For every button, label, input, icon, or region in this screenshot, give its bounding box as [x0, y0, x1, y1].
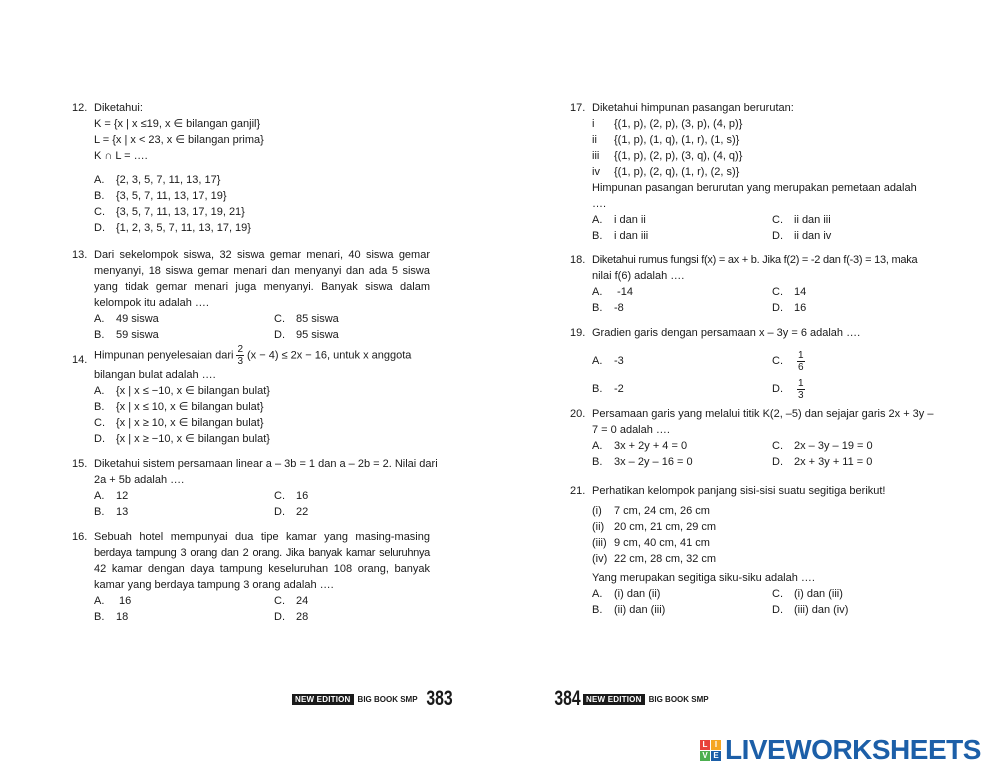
answer-option[interactable]: D. {x | x ≥ −10, x ∈ bilangan bulat} — [94, 433, 270, 445]
list-item: (ii) 20 cm, 21 cm, 29 cm — [592, 521, 717, 533]
answer-option[interactable]: D. 16 — [772, 302, 807, 314]
question-text: Persamaan garis yang melalui titik K(2, –5) dan sejajar garis 2x + 3y – — [592, 408, 934, 420]
answer-option[interactable]: B. -8 — [592, 302, 624, 314]
question-text: nilai f(6) adalah …. — [592, 270, 685, 282]
answer-option[interactable]: C. (i) dan (iii) — [772, 588, 843, 600]
question-text: menyanyi, 18 siswa gemar menari dan menyanyi dan ada 5 siswa — [94, 265, 430, 277]
book-title: BIG BOOK SMP — [648, 694, 709, 704]
answer-option[interactable]: D. 28 — [274, 611, 309, 623]
question-text: 42 kamar dengan daya tampung keseluruhan 108 orang, banyak — [94, 563, 430, 575]
question-text: K = {x | x ≤19, x ∈ bilangan ganjil} — [94, 118, 261, 130]
list-item: iv {(1, p), (2, q), (1, r), (2, s)} — [592, 166, 740, 178]
edition-badge: NEW EDITION — [292, 694, 354, 705]
question-text: Diketahui sistem persamaan linear a – 3b = 1 dan a – 2b = 2. Nilai dari — [94, 458, 438, 470]
answer-option[interactable]: C. ii dan iii — [772, 214, 831, 226]
question-text: Gradien garis dengan persamaan x – 3y = 6 adalah …. — [592, 327, 861, 339]
answer-option[interactable]: A. -3 — [592, 355, 624, 367]
answer-option[interactable]: C. 24 — [274, 595, 309, 607]
answer-option[interactable]: C. 16 — [274, 490, 309, 502]
question-19 — [570, 325, 932, 403]
answer-option[interactable]: D. $\frac{1}{3}$ — [772, 377, 804, 401]
answer-option[interactable]: A. 12 — [94, 490, 129, 502]
right-page-footer — [550, 689, 713, 709]
question-text: bilangan bulat adalah …. — [94, 369, 216, 381]
question-16 — [72, 529, 430, 625]
answer-option[interactable]: A. -14 — [592, 286, 633, 298]
list-item: i {(1, p), (2, p), (3, p), (4, p)} — [592, 118, 743, 130]
question-18 — [570, 252, 932, 316]
question-21 — [570, 483, 932, 618]
question-text: berdaya tampung 3 orang dan 2 orang. Jika banyak kamar seluruhnya — [94, 547, 430, 559]
answer-option[interactable]: B. -2 — [592, 383, 624, 395]
question-14 — [72, 344, 432, 447]
edition-badge: NEW EDITION — [583, 694, 645, 705]
answer-option[interactable]: A. 3x + 2y + 4 = 0 — [592, 440, 688, 452]
question-text: Diketahui himpunan pasangan berurutan: — [592, 102, 794, 114]
answer-option[interactable]: D. ii dan iv — [772, 230, 832, 242]
question-text: Perhatikan kelompok panjang sisi-sisi suatu segitiga berikut! — [592, 485, 886, 497]
answer-option[interactable]: C. $\frac{1}{6}$ — [772, 349, 804, 373]
answer-option[interactable]: B. 59 siswa — [94, 329, 159, 341]
answer-option[interactable]: C. {x | x ≥ 10, x ∈ bilangan bulat} — [94, 417, 264, 429]
question-text: yang tidak gemar menari juga menyanyi. Banyak siswa dalam — [94, 281, 430, 293]
question-12 — [72, 100, 432, 236]
answer-option[interactable]: B. 18 — [94, 611, 129, 623]
answer-option[interactable]: A. i dan ii — [592, 214, 646, 226]
answer-option[interactable]: A. (i) dan (ii) — [592, 588, 661, 600]
answer-option[interactable]: B. {3, 5, 7, 11, 13, 17, 19} — [94, 190, 227, 202]
list-item: (iv) 22 cm, 28 cm, 32 cm — [592, 553, 717, 565]
answer-option[interactable]: B. (ii) dan (iii) — [592, 604, 666, 616]
question-number: 15. — [72, 458, 88, 470]
list-item: (i) 7 cm, 24 cm, 26 cm — [592, 505, 710, 517]
question-number: 13. — [72, 249, 88, 261]
answer-option[interactable]: B. {x | x ≤ 10, x ∈ bilangan bulat} — [94, 401, 264, 413]
answer-option[interactable]: D. {1, 2, 3, 5, 7, 11, 13, 17, 19} — [94, 222, 251, 234]
question-15 — [72, 456, 438, 520]
list-item: iii {(1, p), (2, p), (3, q), (4, q)} — [592, 150, 743, 162]
question-text: 7 = 0 adalah …. — [592, 424, 670, 436]
answer-option[interactable]: D. 2x + 3y + 11 = 0 — [772, 456, 873, 468]
answer-option[interactable]: B. 13 — [94, 506, 129, 518]
page-number: 384 — [554, 687, 581, 710]
question-text: kelompok itu adalah …. — [94, 297, 209, 309]
question-number: 17. — [570, 102, 586, 114]
question-number: 12. — [72, 102, 88, 114]
liveworksheets-wordmark: LIVEWORKSHEETS — [725, 734, 981, 765]
question-text: Diketahui rumus fungsi f(x) = ax + b. Jika f(2) = -2 dan f(-3) = 13, maka — [592, 254, 918, 266]
answer-option[interactable]: A. 49 siswa — [94, 313, 159, 325]
answer-option[interactable]: A. {x | x ≤ −10, x ∈ bilangan bulat} — [94, 385, 270, 397]
question-text: kamar yang berdaya tampung 3 orang adalah …. — [94, 579, 334, 591]
answer-option[interactable]: D. (iii) dan (iv) — [772, 604, 849, 616]
question-17 — [570, 100, 932, 244]
question-text: K ∩ L = …. — [94, 150, 148, 162]
answer-option[interactable]: D. 95 siswa — [274, 329, 339, 341]
page-number: 383 — [425, 687, 453, 710]
question-number: 21. — [570, 485, 586, 497]
liveworksheets-watermark — [700, 734, 981, 766]
fraction: $\frac{1}{3}$ — [798, 377, 804, 401]
question-20 — [570, 406, 932, 470]
answer-option[interactable]: C. {3, 5, 7, 11, 13, 17, 19, 21} — [94, 206, 245, 218]
question-text: Himpunan penyelesaian dari $\frac{2}{3}$ (x − 4) ≤ 2x − 16, untuk x anggota — [94, 344, 412, 367]
answer-option[interactable]: C. 2x – 3y – 19 = 0 — [772, 440, 873, 452]
question-number: 16. — [72, 531, 88, 543]
question-text: 2a + 5b adalah …. — [94, 474, 185, 486]
question-text: Sebuah hotel mempunyai dua tipe kamar yang masing-masing — [94, 531, 430, 543]
answer-option[interactable]: C. 85 siswa — [274, 313, 339, 325]
answer-option[interactable]: B. i dan iii — [592, 230, 649, 242]
answer-option[interactable]: C. 14 — [772, 286, 807, 298]
question-text: Dari sekelompok siswa, 32 siswa gemar menari, 40 siswa gemar — [94, 249, 430, 261]
question-text: …. — [592, 198, 607, 210]
list-item: (iii) 9 cm, 40 cm, 41 cm — [592, 537, 710, 549]
question-text: Himpunan pasangan berurutan yang merupakan pemetaan adalah — [592, 182, 917, 194]
answer-option[interactable]: D. 22 — [274, 506, 309, 518]
question-number: 18. — [570, 254, 586, 266]
list-item: ii {(1, p), (1, q), (1, r), (1, s)} — [592, 134, 740, 146]
fraction: $\frac{2}{3}$ — [237, 344, 243, 367]
liveworksheets-logo-icon: L I V E — [700, 740, 721, 761]
question-13 — [72, 247, 430, 343]
fraction: $\frac{1}{6}$ — [798, 349, 804, 373]
answer-option[interactable]: A. 16 — [94, 595, 132, 607]
left-page-footer — [292, 689, 457, 709]
question-number: 14. — [72, 354, 88, 366]
book-title: BIG BOOK SMP — [357, 694, 418, 704]
answer-option[interactable]: A. {2, 3, 5, 7, 11, 13, 17} — [94, 174, 221, 186]
question-number: 19. — [570, 327, 586, 339]
answer-option[interactable]: B. 3x – 2y – 16 = 0 — [592, 456, 693, 468]
question-text: L = {x | x < 23, x ∈ bilangan prima} — [94, 134, 264, 146]
question-number: 20. — [570, 408, 586, 420]
question-text: Yang merupakan segitiga siku-siku adalah …. — [592, 572, 815, 584]
question-text: Diketahui: — [94, 102, 143, 114]
